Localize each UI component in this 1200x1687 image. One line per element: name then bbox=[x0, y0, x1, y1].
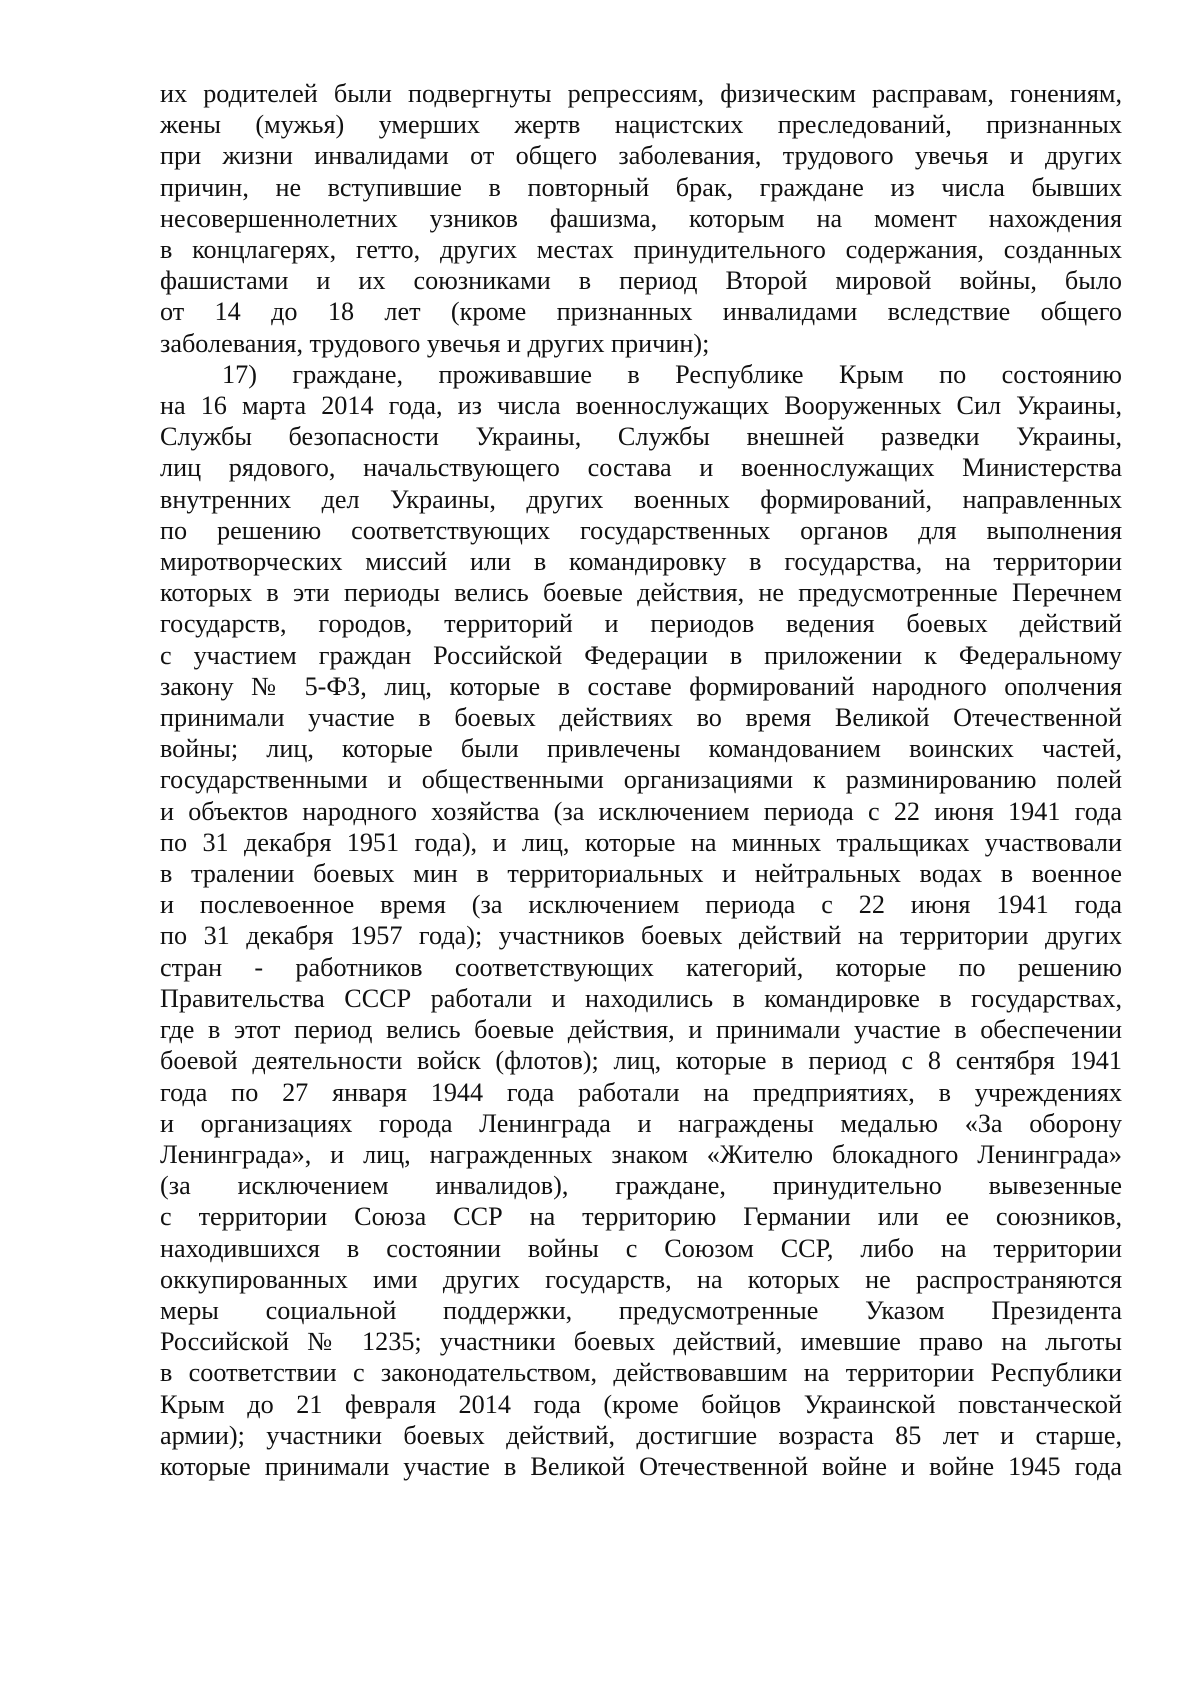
text-line: меры социальной поддержки, предусмотренные Указом Президента bbox=[160, 1295, 1122, 1325]
text-line: лиц рядового, начальствующего состава и военнослужащих Министерства bbox=[160, 453, 1122, 483]
text-line: государственными и общественными организациями к разминированию полей bbox=[160, 765, 1122, 795]
text-line: на 16 марта 2014 года, из числа военнослужащих Вооруженных Сил Украины, bbox=[160, 391, 1122, 421]
text-line: закону № 5-ФЗ, лиц, которые в составе формирований народного ополчения bbox=[160, 671, 1122, 701]
text-line: Российской № 1235; участники боевых действий, имевшие право на льготы bbox=[160, 1327, 1122, 1357]
text-line: Крым до 21 февраля 2014 года (кроме бойцов Украинской повстанческой bbox=[160, 1389, 1122, 1419]
text-line: в тралении боевых мин в территориальных и нейтральных водах в военное bbox=[160, 859, 1122, 889]
text-line: фашистами и их союзниками в период Второй мировой войны, было bbox=[160, 266, 1122, 296]
text-line: принимали участие в боевых действиях во время Великой Отечественной bbox=[160, 703, 1122, 733]
text-line: войны; лиц, которые были привлечены командованием воинских частей, bbox=[160, 734, 1122, 764]
text-line: причин, не вступившие в повторный брак, граждане из числа бывших bbox=[160, 172, 1122, 202]
text-line: 17) граждане, проживавшие в Республике Крым по состоянию bbox=[222, 359, 1122, 389]
text-line: стран - работников соответствующих категорий, которые по решению bbox=[160, 952, 1122, 982]
text-line: миротворческих миссий или в командировку в государства, на территории bbox=[160, 547, 1122, 577]
text-line: оккупированных ими других государств, на которых не распространяются bbox=[160, 1264, 1122, 1294]
text-line: их родителей были подвергнуты репрессиям, физическим расправам, гонениям, bbox=[160, 79, 1122, 108]
paragraph-16-continuation bbox=[160, 78, 1122, 359]
text-line: с территории Союза ССР на территорию Германии или ее союзников, bbox=[160, 1202, 1122, 1232]
text-line: при жизни инвалидами от общего заболевания, трудового увечья и других bbox=[160, 141, 1122, 171]
text-line: и послевоенное время (за исключением периода с 22 июня 1941 года bbox=[160, 890, 1122, 920]
text-line: по 31 декабря 1957 года); участников боевых действий на территории других bbox=[160, 921, 1122, 951]
text-line: от 14 до 18 лет (кроме признанных инвалидами вследствие общего bbox=[160, 297, 1122, 327]
text-line: в соответствии с законодательством, действовавшим на территории Республики bbox=[160, 1358, 1122, 1388]
text-line: которые принимали участие в Великой Отечественной войне и войне 1945 года bbox=[160, 1451, 1122, 1481]
text-line: (за исключением инвалидов), граждане, принудительно вывезенные bbox=[160, 1171, 1122, 1201]
text-line: заболевания, трудового увечья и других причин); bbox=[160, 328, 710, 358]
text-line: Правительства СССР работали и находились в командировке в государствах, bbox=[160, 983, 1122, 1013]
text-line: года по 27 января 1944 года работали на предприятиях, в учреждениях bbox=[160, 1077, 1122, 1107]
text-line: по 31 декабря 1951 года), и лиц, которые на минных тральщиках участвовали bbox=[160, 827, 1122, 857]
text-line: которых в эти периоды велись боевые действия, не предусмотренные Перечнем bbox=[160, 578, 1122, 608]
text-line: находившихся в состоянии войны с Союзом ССР, либо на территории bbox=[160, 1233, 1122, 1263]
text-line: с участием граждан Российской Федерации в приложении к Федеральному bbox=[160, 640, 1122, 670]
text-line: Ленинграда», и лиц, награжденных знаком «Жителю блокадного Ленинграда» bbox=[160, 1139, 1122, 1169]
text-line: боевой деятельности войск (флотов); лиц, которые в период с 8 сентября 1941 bbox=[160, 1046, 1122, 1076]
text-line: по решению соответствующих государственных органов для выполнения bbox=[160, 515, 1122, 545]
text-line: несовершеннолетних узников фашизма, которым на момент нахождения bbox=[160, 203, 1122, 233]
text-line: в концлагерях, гетто, других местах принудительного содержания, созданных bbox=[160, 235, 1122, 265]
text-line: армии); участники боевых действий, достигшие возраста 85 лет и старше, bbox=[160, 1420, 1122, 1450]
text-line: жены (мужья) умерших жертв нацистских преследований, признанных bbox=[160, 110, 1122, 140]
text-line: и организациях города Ленинграда и награждены медалью «За оборону bbox=[160, 1108, 1122, 1138]
document-body bbox=[160, 78, 1122, 1482]
paragraph-17 bbox=[160, 359, 1122, 1482]
text-line: где в этот период велись боевые действия, и принимали участие в обеспечении bbox=[160, 1015, 1122, 1045]
text-line: и объектов народного хозяйства (за исключением периода с 22 июня 1941 года bbox=[160, 796, 1122, 826]
text-line: государств, городов, территорий и периодов ведения боевых действий bbox=[160, 609, 1122, 639]
text-line: Службы безопасности Украины, Службы внешней разведки Украины, bbox=[160, 422, 1122, 452]
text-line: внутренних дел Украины, других военных формирований, направленных bbox=[160, 484, 1122, 514]
